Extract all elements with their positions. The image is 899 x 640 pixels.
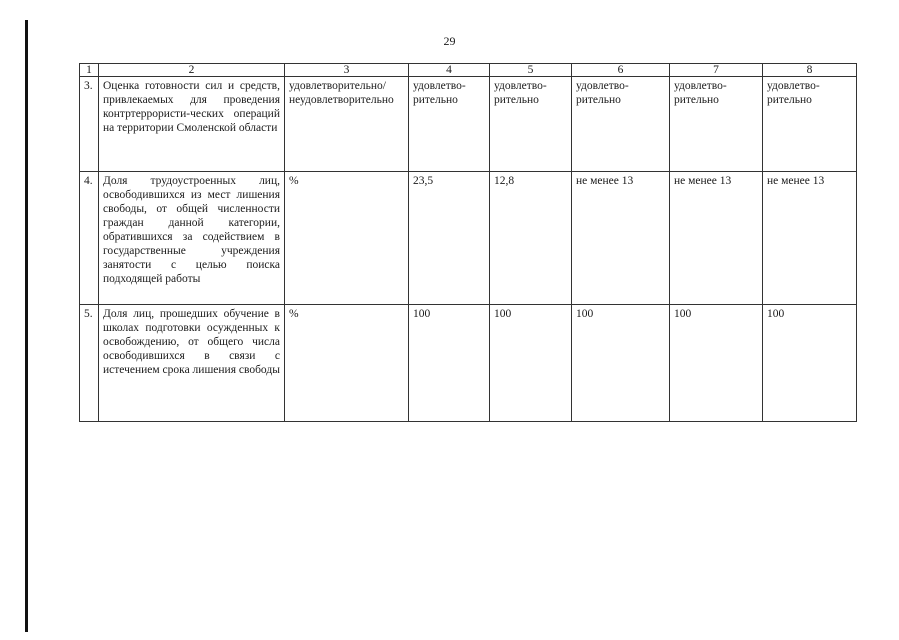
value-cell: 100 — [763, 305, 857, 422]
header-cell: 8 — [763, 64, 857, 77]
value-cell: удовлетво-рительно — [572, 77, 670, 172]
header-cell: 5 — [490, 64, 572, 77]
value-cell: 23,5 — [409, 172, 490, 305]
header-cell: 2 — [99, 64, 285, 77]
page-number: 29 — [443, 34, 456, 48]
row-number: 3. — [80, 77, 99, 172]
row-number: 4. — [80, 172, 99, 305]
table-row — [80, 77, 857, 172]
indicator-name: Оценка готовности сил и средств, привлекаемых для проведения контртеррористи-ческих операций на территории Смоленской области — [99, 77, 285, 172]
value-cell: 100 — [670, 305, 763, 422]
left-margin-bar — [25, 20, 28, 632]
header-cell: 6 — [572, 64, 670, 77]
row-number: 5. — [80, 305, 99, 422]
value-cell: не менее 13 — [670, 172, 763, 305]
value-cell: не менее 13 — [572, 172, 670, 305]
indicator-name: Доля трудоустроенных лиц, освободившихся из мест лишения свободы, от общей численности граждан данной категории, обратившихся за содействием в государственные учреждения занятости с целью поиска подходящей работы — [99, 172, 285, 305]
header-cell: 7 — [670, 64, 763, 77]
value-cell: 100 — [490, 305, 572, 422]
header-cell: 1 — [80, 64, 99, 77]
table-row — [80, 305, 857, 422]
unit-cell: % — [285, 172, 409, 305]
unit-cell: % — [285, 305, 409, 422]
table-header-row — [80, 64, 857, 77]
value-cell: удовлетво-рительно — [670, 77, 763, 172]
value-cell: 100 — [572, 305, 670, 422]
unit-cell: удовлетворительно/ неудовлетворительно — [285, 77, 409, 172]
value-cell: 100 — [409, 305, 490, 422]
value-cell: удовлетво-рительно — [409, 77, 490, 172]
value-cell: 12,8 — [490, 172, 572, 305]
header-cell: 3 — [285, 64, 409, 77]
value-cell: удовлетво-рительно — [490, 77, 572, 172]
value-cell: не менее 13 — [763, 172, 857, 305]
value-cell: удовлетво-рительно — [763, 77, 857, 172]
indicators-table — [79, 63, 857, 422]
indicator-name: Доля лиц, прошедших обучение в школах подготовки осужденных к освобождению, от общего числа освободившихся в связи с истечением срока лишения свободы — [99, 305, 285, 422]
table-row — [80, 172, 857, 305]
header-cell: 4 — [409, 64, 490, 77]
